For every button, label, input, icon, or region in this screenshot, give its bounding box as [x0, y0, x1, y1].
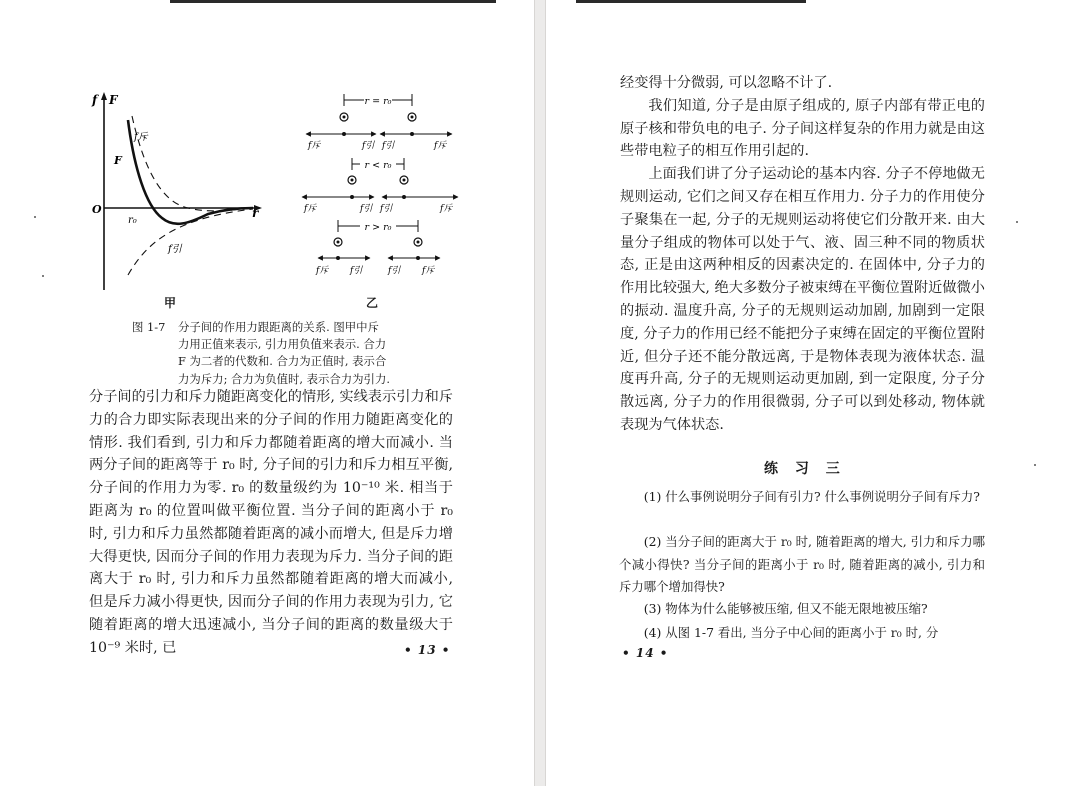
row3-force-1: f斥 — [316, 266, 329, 276]
exercise-title: 练 习 三 — [764, 461, 846, 477]
row3-spacing-label: r > r₀ — [364, 222, 392, 233]
caption-line: 力用正值来表示, 引力用负值来表示. 合力 — [178, 337, 387, 352]
attraction-curve — [128, 209, 253, 275]
row2-force-2: f引 — [360, 204, 373, 214]
row3-force-2: f引 — [350, 266, 363, 276]
force-distance-graph — [88, 90, 273, 295]
scan-speck — [1016, 221, 1018, 223]
caption-line: 分子间的作用力跟距离的关系. 图甲中斥 — [178, 320, 379, 334]
caption-label: 图 1-7 — [132, 320, 166, 334]
figure-caption — [132, 319, 412, 388]
resultant-curve-label: F — [114, 154, 122, 167]
scan-speck — [34, 216, 36, 218]
row2-force-1: f斥 — [304, 204, 317, 214]
figure-sublabel-jia: 甲 — [164, 296, 177, 310]
axis-x-label: r — [252, 206, 259, 220]
y-axis-arrow — [101, 92, 107, 100]
figure-sublabel-yi: 乙 — [366, 296, 379, 310]
exercise-item: (3) 物体为什么能够被压缩, 但又不能无限地被压缩? — [643, 601, 928, 616]
row1-force-2: f引 — [362, 141, 375, 151]
molecule-force-diagram — [296, 84, 471, 284]
left-body-text — [89, 386, 453, 660]
row1-force-1: f斥 — [308, 141, 321, 151]
body-paragraph: 我们知道, 分子是由原子组成的, 原子内部有带正电的原子核和带负电的电子. 分子间这样复杂的作用力就是由这些带电粒子的相互作用引起的. — [620, 97, 985, 160]
caption-line: 力为斥力; 合力为负值时, 表示合力为引力. — [178, 371, 390, 386]
exercise-item: (4) 从图 1-7 看出, 当分子中心间的距离小于 r₀ 时, 分 — [643, 625, 939, 640]
attraction-curve-label: f引 — [168, 244, 182, 255]
left-page — [0, 0, 534, 786]
row1-force-3: f引 — [382, 141, 395, 151]
row2-spacing-label: r < r₀ — [364, 160, 392, 171]
axis-y-f-label: f — [92, 93, 98, 107]
repulsion-curve — [132, 116, 253, 211]
page-number: • 14 • — [622, 646, 669, 660]
scan-speck — [42, 275, 44, 277]
top-rule — [170, 0, 496, 3]
origin-label: O — [92, 203, 102, 216]
row2-force-4: f斥 — [440, 204, 453, 214]
body-paragraph: 上面我们讲了分子运动论的基本内容. 分子不停地做无规则运动, 它们之间又存在相互作用力. 分子力的作用使分子聚集在一起, 分子的无规则运动将使它们分散开来. 由大量分子组成的物体可以处于气、液、固三种不同的物质状态, 正是由这两种相反的因素决定的. 在固体中, 分子力的作用比较强大, 绝大多数分子被束缚在平衡位置附近做微小的振动. 温度升高, 分子的无规则运动加剧, 加剧到一定限度, 分子力的作用已经不能把分子束缚在固定的平衡位置附近, 但分子还不能分散远离, 于是物体表现为液体状态. 温度再升高, 分子的无规则运动更加剧, 到一定限度, 分子分散远离, 分子力的作用很微弱, 分子可以到处移动, 物体就表现为气体状态. — [620, 166, 985, 433]
r0-label: r₀ — [128, 215, 137, 226]
right-body-text — [620, 72, 985, 437]
repulsion-curve-label: f斥 — [134, 132, 148, 143]
book-gutter — [534, 0, 546, 786]
scan-speck — [1034, 464, 1036, 466]
page-number: • 13 • — [404, 643, 451, 657]
exercise-item: (2) 当分子间的距离大于 r₀ 时, 随着距离的增大, 引力和斥力哪个减小得快? 当分子间的距离小于 r₀ 时, 随着距离的减小, 引力和斥力哪个增加得快? — [619, 534, 985, 595]
row3-force-3: f引 — [388, 266, 401, 276]
top-rule — [576, 0, 806, 3]
exercise-item: (1) 什么事例说明分子间有引力? 什么事例说明分子间有斥力? — [643, 489, 980, 504]
row1-spacing-label: r = r₀ — [364, 96, 392, 107]
axis-y-F-label: F — [109, 93, 118, 107]
caption-line: F 为二者的代数和. 合力为正值时, 表示合 — [178, 354, 387, 369]
row2-force-3: f引 — [380, 204, 393, 214]
row3-force-4: f斥 — [422, 266, 435, 276]
row1-force-4: f斥 — [434, 141, 447, 151]
body-paragraph: 经变得十分微弱, 可以忽略不计了. — [620, 75, 833, 91]
body-paragraph: 分子间的引力和斥力随距离变化的情形, 实线表示引力和斥力的合力即实际表现出来的分子间的作用力随距离变化的情形. 我们看到, 引力和斥力都随着距离的增大而减小. 当两分子间的距离等于 r₀ 时, 分子间的引力和斥力相互平衡, 分子间的作用力为零. r₀ 的数量级约为 10⁻¹⁰ 米. 相当于距离为 r₀ 的位置叫做平衡位置. 当分子间的距离小于 r₀ 时, 引力和斥力虽然都随着距离的减小而增大, 但是斥力增大得更快, 因而分子间的作用力表现为斥力. 当分子间的距离大于 r₀ 时, 引力和斥力虽然都随着距离的增大而减小, 但是斥力减小得更快, 因而分子间的作用力表现为引力, 它随着距离的增大迅速减小, 当分子间的距离的数量级大于 10⁻⁹ 米时, 已 — [89, 389, 453, 656]
